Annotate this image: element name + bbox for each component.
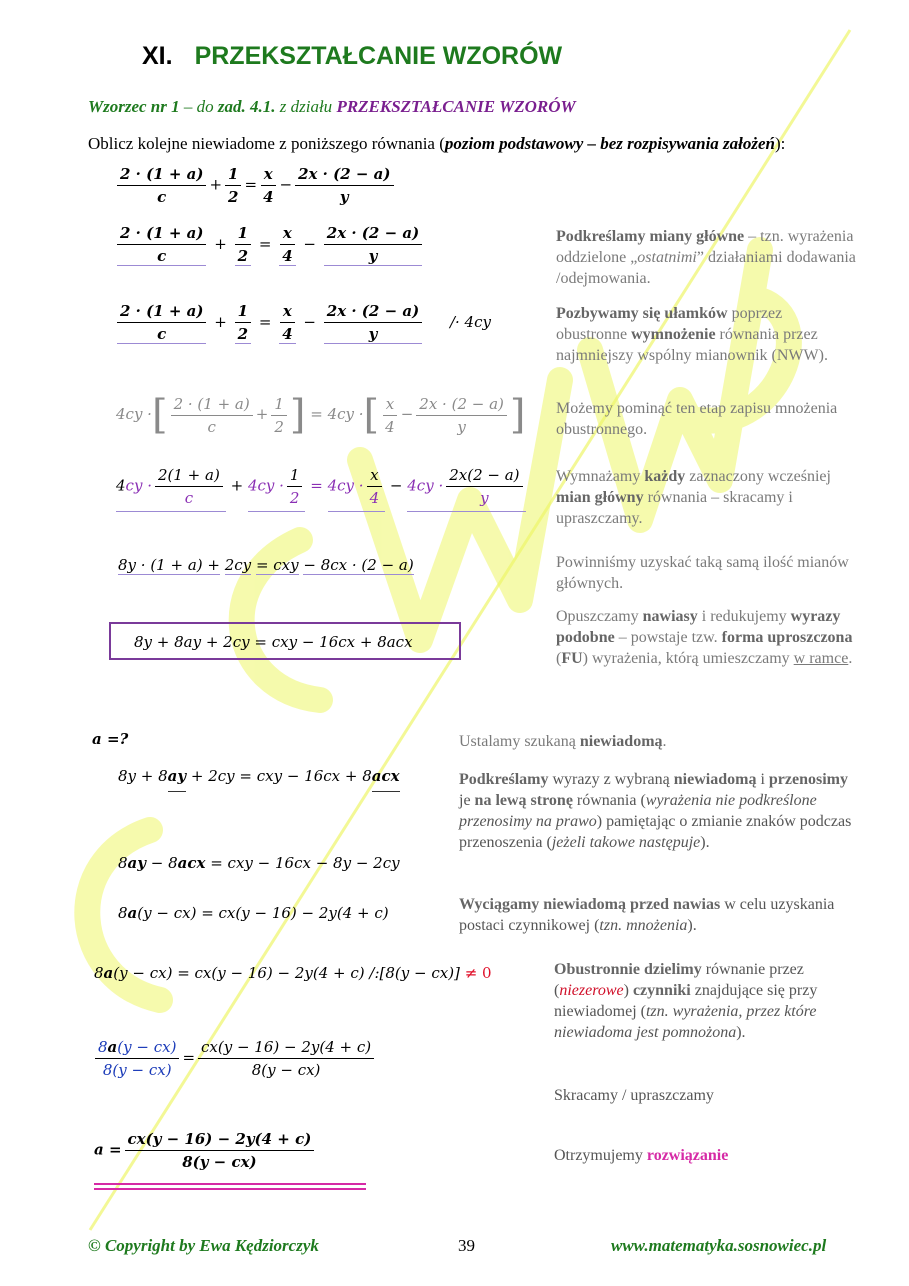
equation-13-solution	[94, 1130, 317, 1171]
term: 8	[118, 854, 128, 872]
term-den: c	[157, 188, 167, 206]
term-den: 4	[385, 417, 395, 436]
subtitle-text-2: z działu	[275, 97, 337, 116]
note-italic: tzn. mnożenia	[599, 917, 688, 934]
equation-3	[114, 302, 491, 344]
term-bold: ay	[127, 854, 146, 872]
term-num: x	[367, 466, 381, 487]
note-bold: forma uproszczona	[721, 629, 853, 646]
note-text: (	[556, 650, 562, 667]
website-link[interactable]: www.matematyka.sosnowiec.pl	[611, 1236, 827, 1255]
note-5: Powinniśmy uzyskać taką samą ilość mianów głównych.	[556, 554, 849, 592]
term: (y − cx) = cx(y − 16) − 2y(4 + c)	[137, 904, 389, 922]
op: =	[244, 175, 258, 194]
note-text: wyrazy z wybraną	[548, 771, 674, 788]
term: 2cy	[224, 556, 252, 574]
equation-9	[118, 854, 400, 872]
task-ref: zad. 4.1.	[217, 97, 276, 116]
term-den: 4	[369, 489, 380, 507]
op: =	[310, 476, 323, 495]
term-den: 4	[282, 325, 293, 343]
note-bold: każdy	[644, 468, 686, 485]
term: (y − cx) = cx(y − 16) − 2y(4 + c) /:[8(y − cx)]	[113, 964, 460, 982]
term: 8y · (1 + a) +	[118, 556, 220, 574]
nonzero-mark: ≠ 0	[464, 964, 492, 982]
page-number: 39	[458, 1236, 475, 1255]
term-bold: a	[127, 904, 138, 922]
note-bold: FU	[561, 650, 583, 667]
factor: = 4cy ·	[310, 405, 364, 423]
term-num: 1	[287, 466, 303, 487]
note-text: w celu uzyskania postaci czynnikowej (	[459, 896, 835, 934]
term-num: x	[383, 395, 397, 416]
op: −	[279, 175, 293, 194]
note-8	[459, 769, 854, 853]
note-text: – tzn. wyrażenia oddzielone „	[556, 228, 854, 266]
term-num: 2x · (2 − a)	[416, 395, 507, 416]
note-text: – powstaje tzw.	[614, 629, 722, 646]
factor: 4cy ·	[327, 476, 364, 495]
section-name: PRZEKSZTAŁCANIE WZORÓW	[336, 97, 576, 116]
multiplier: /· 4cy	[449, 313, 491, 331]
equation-2	[114, 224, 425, 266]
term-den: 8(y − cx)	[182, 1153, 257, 1171]
note-bold: Podkreślamy miany główne	[556, 228, 745, 245]
term-den: 2	[289, 489, 300, 507]
note-italic: tzn. wyrażenia, przez które niewiadoma jest pomnożona	[554, 1003, 817, 1041]
note-bold: czynniki	[632, 982, 691, 999]
equation-4: 4cy ·[ $\frac{2 \cdot (1 + a)}{c}$ + $\frac{1}{2}$ ] = 4cy ·[ $\frac{x}{4}$ − $\frac{2x \cdot (2 - a)}{y}$ ]	[116, 392, 526, 438]
op: +	[214, 235, 227, 253]
note-bold: nawiasy	[642, 608, 698, 625]
op: +	[255, 405, 269, 423]
unknown-question: a =?	[92, 730, 129, 748]
term-den: 8(y − cx)	[251, 1061, 321, 1079]
note-bold-pink: rozwiązanie	[646, 1147, 729, 1164]
solution-double-underline	[94, 1183, 366, 1190]
term-num: 2 · (1 + a)	[117, 224, 206, 245]
subtitle-text: – do	[179, 97, 218, 116]
term-den: 2	[237, 325, 249, 343]
note-7	[459, 731, 859, 752]
term-num: 2x · (2 − a)	[324, 302, 422, 323]
note-text: i redukujemy	[697, 608, 791, 625]
op: −	[303, 313, 316, 331]
note-9	[459, 894, 854, 936]
op: +	[209, 175, 223, 194]
note-italic: jeżeli takowe następuje	[551, 834, 701, 851]
note-11: Skracamy / upraszczamy	[554, 1087, 714, 1104]
term-den: c	[157, 247, 167, 265]
op: +	[230, 476, 244, 495]
note-italic: ostatnimi	[637, 249, 697, 266]
note-bold: Podkreślamy	[459, 771, 549, 788]
equation-10	[118, 904, 389, 922]
op: =	[258, 235, 272, 253]
term-num: 2x · (2 − a)	[295, 165, 393, 186]
term-num: 2(1 + a)	[155, 466, 223, 487]
note-bold: niewiadomą	[673, 771, 757, 788]
term-den: c	[157, 325, 167, 343]
term: a =	[94, 1140, 122, 1159]
note-text: )	[623, 982, 633, 999]
note-bold: mian główny	[556, 489, 644, 506]
term: − 8	[145, 854, 178, 872]
term-den: c	[184, 489, 194, 507]
note-4	[556, 466, 856, 529]
note-text: Otrzymujemy	[554, 1147, 647, 1164]
intro-level: poziom podstawowy	[444, 134, 584, 153]
term: 8	[94, 964, 104, 982]
term-den: c	[207, 417, 216, 436]
note-text: równania przez najmniejszy wspólny mianownik (NWW).	[556, 326, 828, 364]
note-text: równanie przez (	[554, 961, 804, 999]
equation-1	[114, 165, 397, 206]
op: −	[303, 235, 316, 253]
term-num: 2x(2 − a)	[446, 466, 522, 487]
factor: 4cy ·	[116, 405, 152, 423]
note-underline: w ramce	[793, 650, 849, 667]
note-12	[554, 1145, 854, 1166]
note-bold: niewiadomą	[579, 733, 663, 750]
note-text: poprzez obustronne	[556, 305, 783, 343]
subtitle	[88, 97, 576, 117]
intro-text: Oblicz kolejne niewiadome z poniższego równania (	[88, 134, 445, 153]
term-den: y	[368, 247, 378, 265]
term-num: 1	[271, 395, 287, 416]
note-text: Wymnażamy	[556, 468, 645, 485]
note-italic-red: niezerowe	[559, 982, 624, 999]
equation-11	[94, 964, 492, 982]
note-2	[556, 303, 856, 366]
equation-5	[116, 466, 526, 512]
note-italic: wyrażenia nie podkreślone przenosimy na prawo	[459, 792, 817, 830]
factor: 4	[116, 476, 126, 495]
note-text: ” działaniami dodawania /odejmowania.	[556, 249, 856, 287]
term-bold: acx	[177, 854, 206, 872]
note-text: ) pamiętając o zmianie znaków podczas przenoszenia (	[459, 813, 852, 851]
note-text: znajdujące się przy niewiadomej (	[554, 982, 818, 1020]
term-num: x	[280, 302, 295, 323]
term: = cxy	[255, 556, 299, 574]
term: 8y + 8	[118, 767, 168, 785]
term: + 2cy = cxy − 16cx + 8	[190, 767, 372, 785]
term-num: 1	[235, 302, 251, 323]
term: = cxy − 16cx − 8y − 2cy	[205, 854, 400, 872]
note-text: .	[848, 650, 853, 667]
term-num: cx(y − 16) − 2y(4 + c)	[125, 1130, 315, 1151]
term-den: 8(y − cx)	[102, 1061, 172, 1079]
equation-6	[118, 556, 414, 574]
term: (y − cx)	[117, 1038, 177, 1056]
equation-8	[118, 767, 400, 785]
note-text: Ustalamy szukaną	[459, 733, 580, 750]
term-num: 1	[235, 224, 251, 245]
note-bold: wyrazy podobne	[556, 608, 841, 646]
term-num: x	[261, 165, 276, 186]
note-1	[556, 226, 856, 289]
note-text: ).	[700, 834, 710, 851]
op: +	[214, 313, 227, 331]
note-text: ) wyrażenia, którą umieszczamy	[582, 650, 794, 667]
note-text: ).	[687, 917, 697, 934]
note-bold: na lewą stronę	[474, 792, 573, 809]
term-den: y	[339, 188, 349, 206]
chapter-heading	[142, 42, 562, 71]
note-text: równania (	[572, 792, 646, 809]
note-text: .	[662, 733, 667, 750]
term-den: y	[480, 489, 489, 507]
note-text: i	[756, 771, 769, 788]
note-text: ).	[736, 1024, 746, 1041]
term-underlined: acx	[372, 767, 400, 792]
term-den: 2	[274, 417, 284, 436]
term-den: y	[457, 417, 466, 436]
term-num: cx(y − 16) − 2y(4 + c)	[198, 1038, 374, 1059]
instruction	[88, 134, 785, 154]
term-num: 2x · (2 − a)	[324, 224, 422, 245]
note-3: Możemy pominąć ten etap zapisu mnożenia obustronnego.	[556, 400, 838, 438]
term-den: 4	[263, 188, 274, 206]
term-num: 2 · (1 + a)	[117, 165, 206, 186]
equation-7: 8y + 8ay + 2cy = cxy − 16cx + 8acx	[134, 633, 413, 651]
term-den: 4	[282, 247, 293, 265]
note-text: zaznaczony wcześniej	[685, 468, 831, 485]
term: 8	[118, 904, 128, 922]
term-num: 1	[225, 165, 241, 186]
factor: 4cy ·	[407, 476, 444, 495]
note-bold: Pozbywamy się ułamków	[556, 305, 728, 322]
note-bold: wymnożenie	[631, 326, 716, 343]
copyright: © Copyright by Ewa Kędziorczyk	[88, 1236, 319, 1255]
term-bold: a	[107, 1038, 118, 1056]
op: =	[258, 313, 272, 331]
pattern-label: Wzorzec nr 1	[88, 97, 180, 116]
op: −	[389, 476, 403, 495]
equation-12	[92, 1038, 377, 1079]
term-den: y	[368, 325, 378, 343]
note-bold: Wyciągamy niewiadomą przed nawias	[459, 896, 721, 913]
op: =	[182, 1048, 196, 1067]
note-6	[556, 606, 856, 669]
term-num: 2 · (1 + a)	[171, 395, 253, 416]
term-underlined: ay	[168, 767, 186, 792]
intro-end: ):	[775, 134, 786, 153]
chapter-number: XI.	[142, 42, 173, 70]
term-den: 2	[228, 188, 239, 206]
factor: cy ·	[125, 476, 152, 495]
term: − 8cx · (2 − a)	[303, 556, 414, 574]
factor: 4cy ·	[247, 476, 284, 495]
note-text: Opuszczamy	[556, 608, 643, 625]
note-text: je	[459, 792, 475, 809]
intro-italic: – bez rozpisywania założeń	[583, 134, 775, 153]
note-10	[554, 959, 854, 1043]
term-num: 2 · (1 + a)	[117, 302, 206, 323]
note-text: równania – skracamy i upraszczamy.	[556, 489, 793, 527]
chapter-title: PRZEKSZTAŁCANIE WZORÓW	[194, 42, 563, 70]
note-bold: przenosimy	[768, 771, 848, 788]
term-bold: a	[103, 964, 114, 982]
term-num: x	[280, 224, 295, 245]
term-den: 2	[237, 247, 249, 265]
term: 8	[98, 1038, 108, 1056]
note-bold: Obustronnie dzielimy	[554, 961, 702, 978]
op: −	[400, 405, 414, 423]
